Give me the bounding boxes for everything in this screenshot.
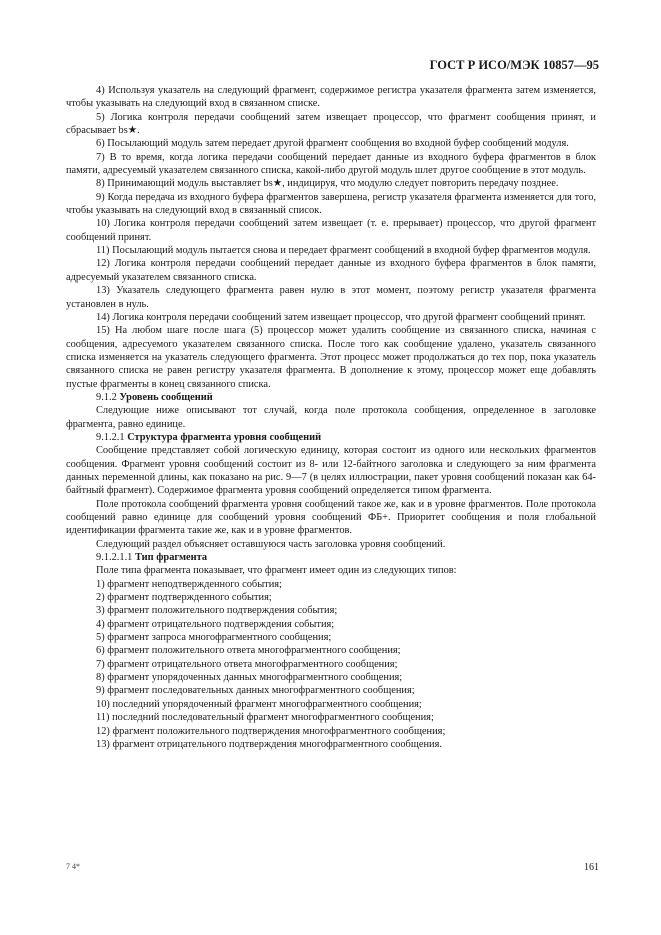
section-heading-9-1-2-1 (66, 431, 596, 444)
list-item: 6) фрагмент положительного ответа многофрагментного сообщения; (96, 645, 401, 657)
step-paragraph: 8) Принимающий модуль выставляет bs★, индицируя, что модулю следует повторить передачу позднее. (96, 178, 559, 190)
step-paragraph: 5) Логика контроля передачи сообщений затем извещает процессор, что фрагмент сообщения принят, и сбрасывает bs★. (66, 111, 596, 137)
section-text: Сообщение представляет собой логическую единицу, которая состоит из одного или нескольких фрагментов сообщения. Фрагмент уровня сообщений состоит из 8- или 12-байтного заголовка и следующего за ним фрагмента данных переменной длины, как показано на рис. 9—7 (в целях иллюстрации, пакет уровня сообщений показан как 64-байтный фрагмент). Содержимое фрагмента уровня сообщений определяется типом фрагмента. (66, 445, 596, 497)
list-item: 13) фрагмент отрицательного подтверждения многофрагментного сообщения. (96, 738, 442, 750)
list-item: 4) фрагмент отрицательного подтверждения события; (96, 618, 335, 630)
section-text: Следующие ниже описывают тот случай, когда поле протокола сообщения, определенное в заголовке фрагмента, равно единице. (66, 405, 596, 430)
section-number: 9.1.2 (96, 391, 117, 403)
step-paragraph: 4) Используя указатель на следующий фрагмент, содержимое регистра указателя фрагмента затем изменяется, чтобы указывать на следующий вход в связанном списке. (66, 85, 596, 110)
list-item: 12) фрагмент положительного подтверждения многофрагментного сообщения; (96, 725, 446, 737)
list-item: 2) фрагмент подтвержденного события; (96, 592, 272, 604)
section-text: Следующий раздел объясняет оставшуюся часть заголовка уровня сообщений. (96, 538, 446, 550)
list-item: 11) последний последовательный фрагмент многофрагментного сообщения; (96, 712, 434, 724)
document-body (66, 84, 596, 751)
section-number: 9.1.2.1.1 (96, 552, 133, 564)
step-paragraph: 15) На любом шаге после шага (5) процессор может удалить сообщение из связанного списка, начиная с сообщения, адресуемого указателем связанного списка. После того как сообщение удалено, указатель связанного списка изменяется на указатель следующего фрагмента. Этот процесс может продолжаться до тех пор, пока указатель связанного списка не равен регистру указателя фрагмента. В дополнение к этому, процессор может еще добавлять пустые фрагменты в конец связанного списка. (66, 325, 596, 390)
section-heading-9-1-2 (66, 391, 596, 404)
section-number: 9.1.2.1 (96, 431, 125, 443)
list-item: 3) фрагмент положительного подтверждения события; (96, 605, 338, 617)
list-item: 1) фрагмент неподтвержденного события; (96, 578, 282, 590)
page-number: 161 (584, 862, 599, 873)
list-item: 5) фрагмент запроса многофрагментного сообщения; (96, 632, 332, 644)
step-paragraph: 9) Когда передача из входного буфера фрагментов завершена, регистр указателя фрагмента изменяется для того, чтобы указывать на следующий вход в связанный список. (66, 191, 596, 217)
step-paragraph: 14) Логика контроля передачи сообщений затем извещает процессор, что другой фрагмент сообщений принят. (96, 311, 586, 323)
list-item: 10) последний упорядоченный фрагмент многофрагментного сообщения; (96, 698, 422, 710)
print-mark: 7 4* (66, 862, 80, 871)
list-item: 8) фрагмент упорядоченных данных многофрагментного сообщения; (96, 672, 403, 684)
list-item: 9) фрагмент последовательных данных многофрагментного сообщения; (96, 685, 415, 697)
list-item: 7) фрагмент отрицательного ответа многофрагментного сообщения; (96, 658, 398, 670)
section-text: Поле протокола сообщений фрагмента уровня сообщений такое же, как и в уровне фрагментов. Поле протокола сообщений равно единице для сообщений уровня сообщений ФБ+. Приоритет сообщения и поля глобальной идентификации фрагмента такие же, как и в уровне фрагментов. (66, 498, 596, 537)
step-paragraph: 7) В то время, когда логика передачи сообщений передает данные из входного буфера фрагментов в блок памяти, адресуемый указателем связанного списка, какой-либо другой модуль шлет другое сообщение в этот модуль. (66, 151, 596, 177)
section-heading-9-1-2-1-1 (66, 551, 596, 564)
step-paragraph: 11) Посылающий модуль пытается снова и передает фрагмент сообщений в входной буфер фрагментов модуля. (96, 245, 591, 257)
document-header: ГОСТ Р ИСО/МЭК 10857—95 (429, 58, 599, 72)
section-title: Уровень сообщений (119, 391, 213, 403)
step-paragraph: 13) Указатель следующего фрагмента равен нулю в этот момент, поэтому регистр указателя фрагмента установлен в нуль. (66, 285, 596, 310)
step-paragraph: 12) Логика контроля передачи сообщений передает данные из входного буфера фрагментов в блок памяти, адресуемый указателем связанного списка. (66, 258, 596, 283)
step-paragraph: 6) Посылающий модуль затем передает другой фрагмент сообщения во входной буфер сообщений модуля. (96, 138, 569, 150)
section-title: Структура фрагмента уровня сообщений (127, 431, 322, 443)
section-text: Поле типа фрагмента показывает, что фрагмент имеет один из следующих типов: (96, 565, 457, 577)
section-title: Тип фрагмента (134, 552, 208, 564)
step-paragraph: 10) Логика контроля передачи сообщений затем извещает (т. е. прерывает) процессор, что другой фрагмент сообщений принят. (66, 218, 596, 243)
